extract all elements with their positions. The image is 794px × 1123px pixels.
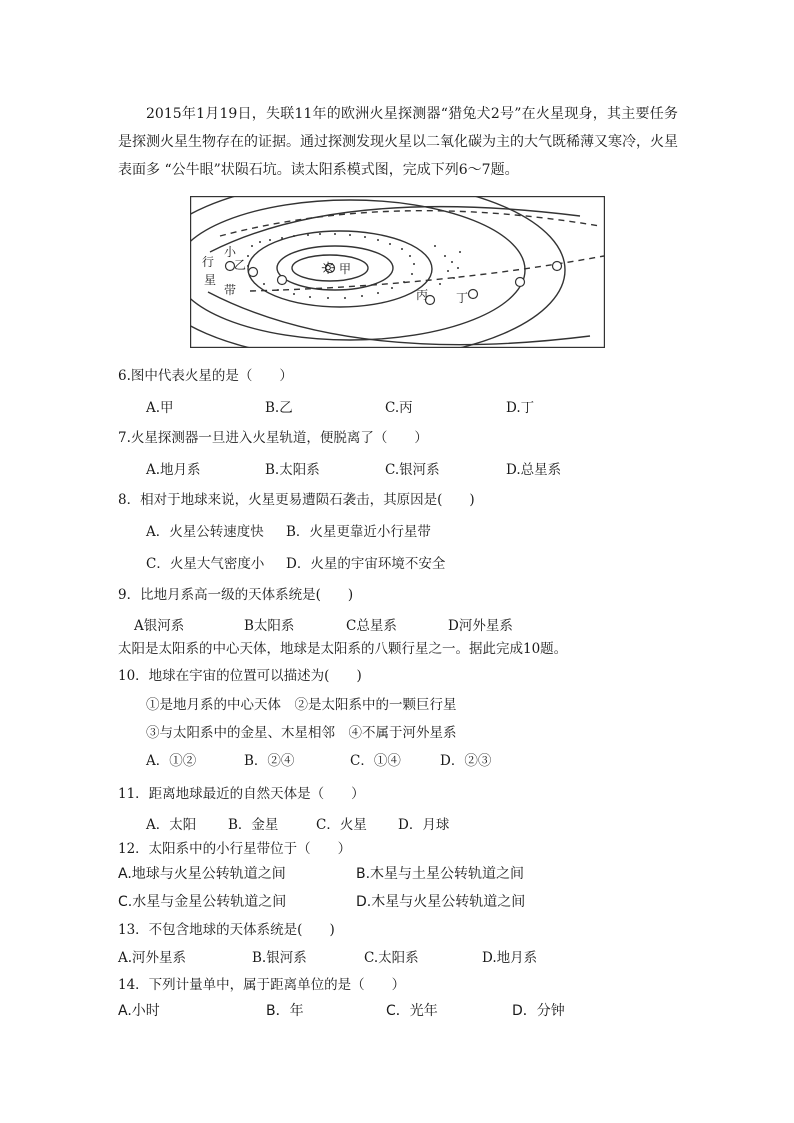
label-yi: 乙: [234, 258, 247, 272]
q6-option-c[interactable]: C.丙: [385, 400, 413, 416]
q13-option-c[interactable]: C.太阳系: [364, 950, 419, 966]
q14-option-b[interactable]: B．年: [266, 1003, 304, 1019]
intro-passage: [118, 100, 678, 184]
q11-option-c[interactable]: C．火星: [316, 817, 367, 833]
q8-option-b[interactable]: B．火星更靠近小行星带: [286, 524, 431, 540]
label-belt-xing2: 星: [204, 273, 217, 287]
q11-option-b[interactable]: B．金星: [228, 817, 279, 833]
label-belt-dai: 带: [224, 283, 237, 297]
planet-ding: [469, 290, 478, 299]
solar-system-diagram: [190, 196, 605, 348]
question-11: 11．距离地球最近的自然天体是（ ）: [118, 786, 365, 802]
question-8: 8．相对于地球来说，火星更易遭陨石袭击，其原因是( ): [118, 492, 475, 508]
question-9: 9．比地月系高一级的天体系统是( ): [118, 587, 354, 603]
q12-option-c[interactable]: C.水星与金星公转轨道之间: [118, 894, 287, 910]
q12-option-d[interactable]: D.木星与火星公转轨道之间: [356, 894, 526, 910]
q11-option-a[interactable]: A．太阳: [146, 817, 197, 833]
q12-option-b[interactable]: B.木星与土星公转轨道之间: [356, 866, 525, 882]
q6-option-a[interactable]: A.甲: [146, 400, 174, 416]
planet-inner-2: [278, 276, 287, 285]
q9-option-c[interactable]: C总星系: [346, 618, 397, 634]
q10-option-d[interactable]: D．②③: [440, 753, 492, 769]
q12-option-a[interactable]: A.地球与火星公转轨道之间: [118, 866, 286, 882]
planet-outermost: [553, 262, 562, 271]
q7-option-a[interactable]: A.地月系: [146, 462, 201, 478]
q7-option-c[interactable]: C.银河系: [385, 462, 440, 478]
question-13: 13．不包含地球的天体系统是( ): [118, 922, 335, 938]
q13-option-a[interactable]: A.河外星系: [118, 950, 187, 966]
q10-lead-text: 太阳是太阳系的中心天体，地球是太阳系的八颗行星之一。据此完成10题。: [118, 641, 568, 657]
sun-icon: ☼: [320, 259, 336, 279]
q8-option-d[interactable]: D．火星的宇宙环境不安全: [286, 556, 446, 572]
q10-option-b[interactable]: B．②④: [244, 753, 295, 769]
q7-option-b[interactable]: B.太阳系: [265, 462, 320, 478]
intro-text: 2015年1月19日，失联11年的欧洲火星探测器“猎兔犬2号”在火星现身，其主要任务是探测火星生物存在的证据。通过探测发现火星以二氧化碳为主的大气既稀薄又寒冷，火星表面多 “公牛眼”状陨石坑。读太阳系模式图，完成下列6～7题。: [118, 106, 678, 178]
label-jia: 甲: [339, 262, 352, 276]
q8-option-c[interactable]: C．火星大气密度小: [146, 556, 265, 572]
label-ding: 丁: [456, 291, 469, 305]
q7-option-d[interactable]: D.总星系: [506, 462, 562, 478]
question-12: 12．太阳系中的小行星带位于（ ）: [118, 841, 352, 857]
label-bing: 丙: [416, 288, 429, 302]
planet-outer: [516, 278, 525, 287]
q13-option-b[interactable]: B.银河系: [252, 950, 307, 966]
q13-option-d[interactable]: D.地月系: [482, 950, 538, 966]
q14-option-c[interactable]: C．光年: [386, 1003, 438, 1019]
question-7: 7.火星探测器一旦进入火星轨道，便脱离了（ ）: [118, 430, 428, 446]
label-belt-xing1: 行: [202, 255, 215, 269]
q9-option-a[interactable]: A银河系: [134, 618, 185, 634]
solar-system-svg: [190, 196, 605, 348]
q6-option-b[interactable]: B.乙: [265, 400, 293, 416]
q10-statement-2: ③与太阳系中的金星、木星相邻 ④不属于河外星系: [146, 725, 457, 741]
q10-option-c[interactable]: C．①④: [350, 753, 401, 769]
q14-option-a[interactable]: A.小时: [118, 1003, 160, 1019]
q14-option-d[interactable]: D．分钟: [512, 1003, 565, 1019]
question-6: 6.图中代表火星的是（ ）: [118, 368, 293, 384]
question-10: 10．地球在宇宙的位置可以描述为( ): [118, 668, 362, 684]
planet-inner: [249, 268, 258, 277]
label-belt-xiao: 小: [224, 245, 237, 259]
q11-option-d[interactable]: D．月球: [398, 817, 450, 833]
q10-statement-1: ①是地月系的中心天体 ②是太阳系中的一颗巨行星: [146, 697, 457, 713]
question-14: 14．下列计量单中，属于距离单位的是（ ）: [118, 977, 406, 993]
q9-option-b[interactable]: B太阳系: [244, 618, 295, 634]
q6-option-d[interactable]: D.丁: [506, 400, 535, 416]
q8-option-a[interactable]: A．火星公转速度快: [146, 524, 264, 540]
q9-option-d[interactable]: D河外星系: [448, 618, 513, 634]
q10-option-a[interactable]: A．①②: [146, 753, 197, 769]
